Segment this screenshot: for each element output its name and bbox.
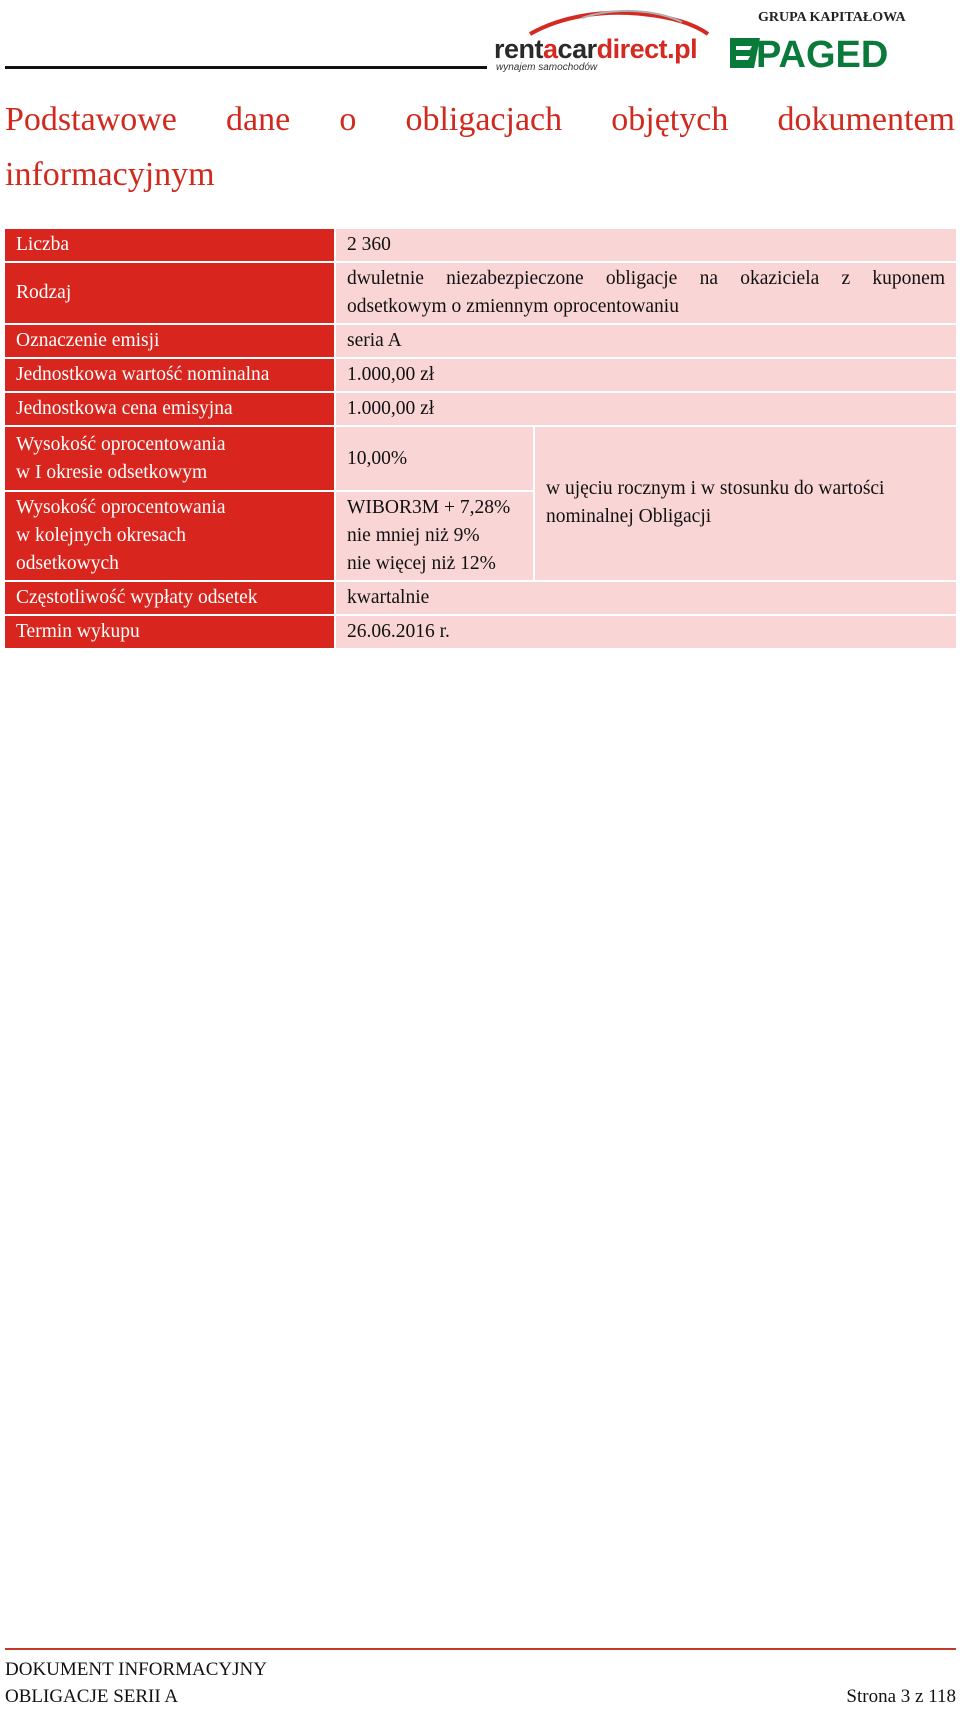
- label-line: w I okresie odsetkowym: [16, 461, 208, 483]
- row-value: seria A: [335, 324, 956, 358]
- table-row: [5, 426, 956, 491]
- row-value: 10,00%: [335, 426, 534, 491]
- table-row: [5, 615, 956, 649]
- paged-logo-block: [730, 8, 958, 72]
- footer-rule: [5, 1648, 956, 1650]
- row-value: 1.000,00 zł: [335, 358, 956, 392]
- row-value: [335, 491, 534, 581]
- row-label: [5, 491, 335, 581]
- table-row: [5, 324, 956, 358]
- footer-document-label: [5, 1656, 267, 1710]
- group-label: GRUPA KAPITAŁOWA: [758, 10, 906, 25]
- table-row: [5, 392, 956, 426]
- rentacar-wordmark: rentacardirect.pl: [494, 34, 698, 64]
- rentacar-logo: [492, 6, 722, 72]
- rentacar-tagline: wynajem samochodów: [496, 62, 598, 73]
- value-line: nie więcej niż 12%: [347, 553, 496, 574]
- row-label: Liczba: [5, 229, 335, 262]
- footer-line-1: DOKUMENT INFORMACYJNY: [5, 1659, 267, 1680]
- row-value: 1.000,00 zł: [335, 392, 956, 426]
- row-value: 26.06.2016 r.: [335, 615, 956, 649]
- row-label: Jednostkowa cena emisyjna: [5, 392, 335, 426]
- value-line: nie mniej niż 9%: [347, 525, 480, 546]
- bond-data-table: [5, 229, 956, 650]
- paged-logo: [730, 32, 956, 74]
- table-row: [5, 581, 956, 615]
- header-rule: [5, 66, 487, 69]
- row-value: dwuletnie niezabezpieczone obligacje na okaziciela z kuponem odsetkowym o zmiennym oprocentowaniu: [335, 262, 956, 324]
- label-line: Wysokość oprocentowania: [16, 497, 226, 518]
- row-label: [5, 426, 335, 491]
- interest-note: w ujęciu rocznym i w stosunku do wartości nominalnej Obligacji: [534, 426, 956, 581]
- table-row: [5, 229, 956, 262]
- label-line: Wysokość oprocentowania: [16, 433, 226, 455]
- row-value: 2 360: [335, 229, 956, 262]
- value-line: WIBOR3M + 7,28%: [347, 497, 511, 518]
- row-value: kwartalnie: [335, 581, 956, 615]
- row-label: Rodzaj: [5, 262, 335, 324]
- page-header: [0, 0, 960, 75]
- footer-line-2: OBLIGACJE SERII A: [5, 1686, 179, 1707]
- page-title: Podstawowe dane o obligacjach objętych dokumentem informacyjnym: [5, 101, 955, 193]
- label-line: odsetkowych: [16, 553, 119, 574]
- table-row: [5, 358, 956, 392]
- row-label: Oznaczenie emisji: [5, 324, 335, 358]
- svg-text:PAGED: PAGED: [756, 34, 889, 74]
- page-number: Strona 3 z 118: [846, 1686, 956, 1707]
- row-label: Częstotliwość wypłaty odsetek: [5, 581, 335, 615]
- row-label: Jednostkowa wartość nominalna: [5, 358, 335, 392]
- row-label: Termin wykupu: [5, 615, 335, 649]
- table-row: [5, 262, 956, 324]
- label-line: w kolejnych okresach: [16, 525, 187, 546]
